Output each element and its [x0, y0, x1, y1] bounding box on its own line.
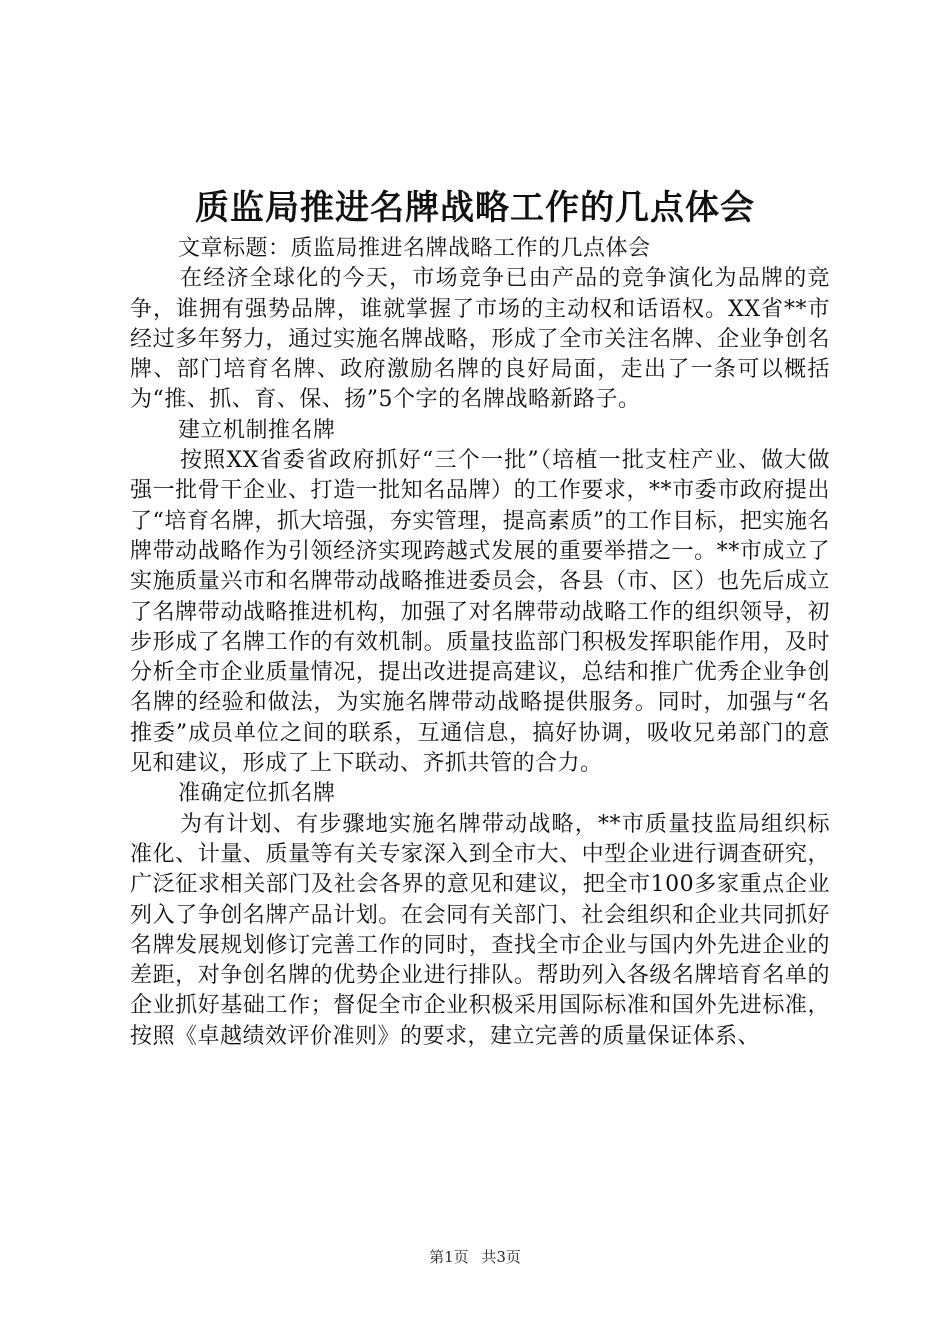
section-heading-mechanism: 建立机制推名牌 — [178, 417, 336, 443]
mechanism-paragraph: 按照XX省委省政府抓好“三个一批”（培植一批支柱产业、做大做强一批骨干企业、打造一批知名品牌）的工作要求，**市委市政府提出了“培育名牌，抓大培强，夯实管理，提高素质”的工作目标，把实施名牌带动战略作为引领经济实现跨越式发展的重要举措之一。**市成立了实施质量兴市和名牌带动战略推进委员会，各县（市、区）也先后成立了名牌带动战略推进机构，加强了对名牌带动战略工作的组织领导，初步形成了名牌工作的有效机制。质量技监部门积极发挥职能作用，及时分析全市企业质量情况，提出改进提高建议，总结和推广优秀企业争创名牌的经验和做法，为实施名牌带动战略提供服务。同时，加强与“名推委”成员单位之间的联系，互通信息，搞好协调，吸收兄弟部门的意见和建议，形成了上下联动、齐抓共管的合力。 — [130, 448, 830, 777]
page-total: 共3页 — [481, 1248, 521, 1266]
positioning-paragraph: 为有计划、有步骤地实施名牌带动战略，**市质量技监局组织标准化、计量、质量等有关专家深入到全市大、中型企业进行调查研究，广泛征求相关部门及社会各界的意见和建议，把全市100多家重点企业列入了争创名牌产品计划。在会同有关部门、社会组织和企业共同抓好名牌发展规划修订完善工作的同时，查找全市企业与国内外先进企业的差距，对争创名牌的优势企业进行排队。帮助列入各级名牌培育名单的企业抓好基础工作；督促全市企业积极采用国际标准和国外先进标准，按照《卓越绩效评价准则》的要求，建立完善的质量保证体系、 — [130, 811, 830, 1049]
page-footer — [0, 1246, 950, 1267]
intro-paragraph: 在经济全球化的今天，市场竞争已由产品的竞争演化为品牌的竞争，谁拥有强势品牌，谁就掌握了市场的主动权和话语权。XX省**市经过多年努力，通过实施名牌战略，形成了全市关注名牌、企业争创名牌、部门培育名牌、政府激励名牌的良好局面，走出了一条可以概括为“推、抓、育、保、扬”5个字的名牌战略新路子。 — [130, 266, 830, 413]
document-title: 质监局推进名牌战略工作的几点体会 — [195, 188, 755, 228]
page-number: 第1页 — [429, 1248, 469, 1266]
article-title-line: 文章标题：质监局推进名牌战略工作的几点体会 — [178, 236, 651, 261]
section-heading-positioning: 准确定位抓名牌 — [178, 781, 336, 807]
document-body — [130, 234, 830, 1052]
